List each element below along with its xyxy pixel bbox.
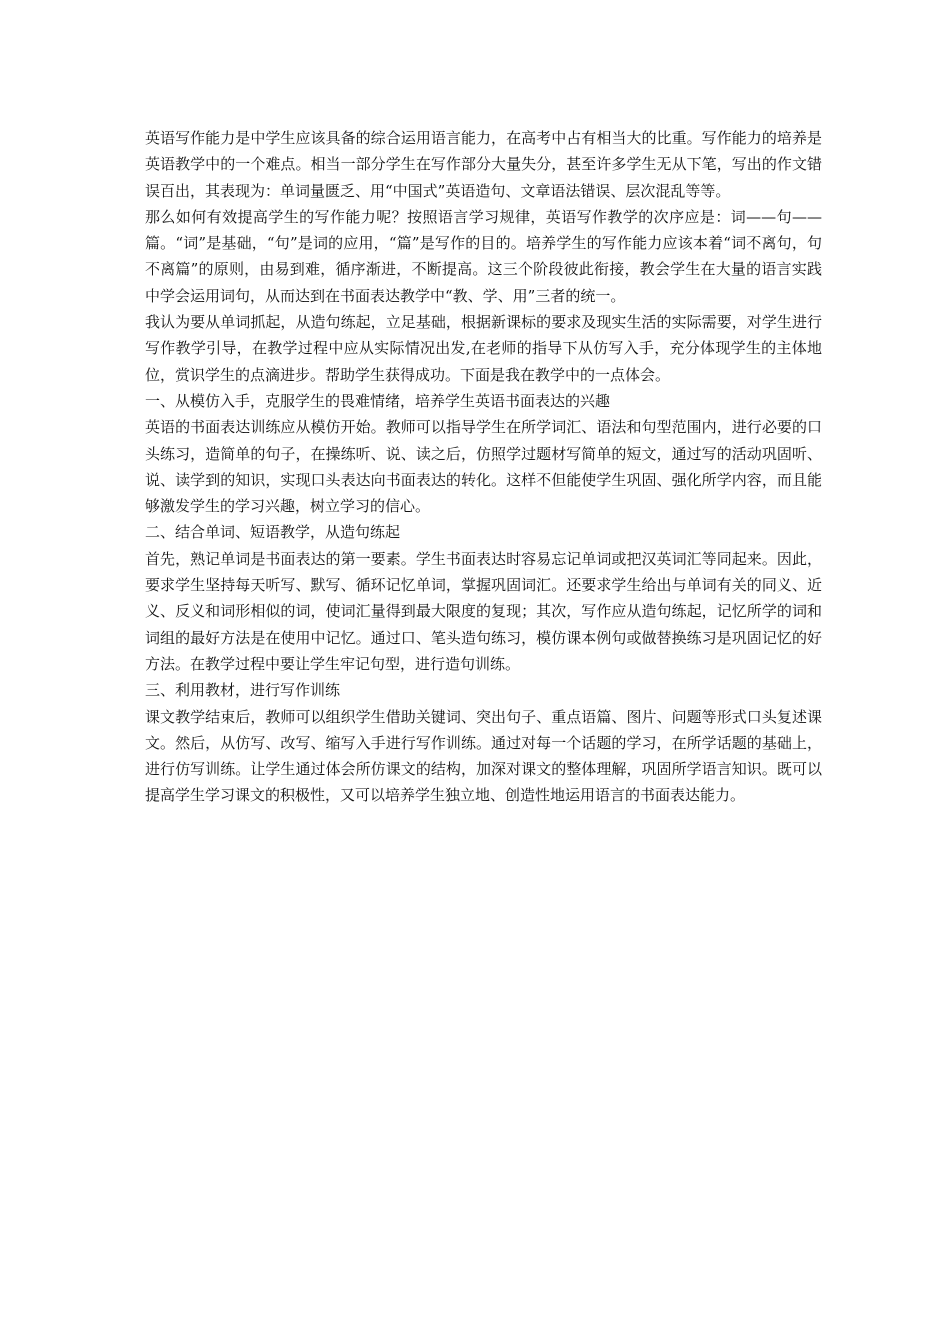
paragraph-method: 那么如何有效提高学生的写作能力呢？按照语言学习规律，英语写作教学的次序应是：词——句——篇。“词”是基础，“句”是词的应用，“篇”是写作的目的。培养学生的写作能力应该本着“词不离句，句不离篇”的原则，由易到难，循序渐进，不断提高。这三个阶段彼此衔接，教会学生在大量的语言实践中学会运用词句，从而达到在书面表达教学中“教、学、用”三者的统一。 — [145, 207, 822, 305]
paragraph-section-2: 首先，熟记单词是书面表达的第一要素。学生书面表达时容易忘记单词或把汉英词汇等同起来。因此，要求学生坚持每天听写、默写、循环记忆单词，掌握巩固词汇。还要求学生给出与单词有关的同义、近义、反义和词形相似的词，使词汇量得到最大限度的复现；其次，写作应从造句练起，记忆所学的词和词组的最好方法是在使用中记忆。通过口、笔头造句练习，模仿课本例句或做替换练习是巩固记忆的好方法。在教学过程中要让学生牢记句型，进行造句训练。 — [145, 549, 822, 673]
paragraph-approach: 我认为要从单词抓起，从造句练起，立足基础，根据新课标的要求及现实生活的实际需要，对学生进行写作教学引导，在教学过程中应从实际情况出发,在老师的指导下从仿写入手，充分体现学生的主体地位，赏识学生的点滴进步。帮助学生获得成功。下面是我在教学中的一点体会。 — [145, 313, 822, 384]
paragraph-intro: 英语写作能力是中学生应该具备的综合运用语言能力，在高考中占有相当大的比重。写作能力的培养是英语教学中的一个难点。相当一部分学生在写作部分大量失分，甚至许多学生无从下笔，写出的作文错误百出，其表现为：单词量匮乏、用“中国式”英语造句、文章语法错误、层次混乱等等。 — [145, 129, 822, 200]
paragraph-section-3: 课文教学结束后，教师可以组织学生借助关键词、突出句子、重点语篇、图片、问题等形式口头复述课文。然后，从仿写、改写、缩写入手进行写作训练。通过对每一个话题的学习，在所学话题的基础上，进行仿写训练。让学生通过体会所仿课文的结构，加深对课文的整体理解，巩固所学语言知识。既可以提高学生学习课文的积极性，又可以培养学生独立地、创造性地运用语言的书面表达能力。 — [145, 707, 822, 805]
section-heading-2: 二、结合单词、短语教学，从造句练起 — [145, 523, 401, 542]
paragraph-section-1: 英语的书面表达训练应从模仿开始。教师可以指导学生在所学词汇、语法和句型范围内，进行必要的口头练习，造简单的句子，在操练听、说、读之后，仿照学过题材写简单的短文，通过写的活动巩固听、说、读学到的知识，实现口头表达向书面表达的转化。这样不但能使学生巩固、强化所学内容，而且能够激发学生的学习兴趣，树立学习的信心。 — [145, 418, 822, 516]
document-body — [145, 125, 822, 809]
section-heading-3: 三、利用教材，进行写作训练 — [145, 681, 341, 700]
section-heading-1: 一、从模仿入手，克服学生的畏难情绪，培养学生英语书面表达的兴趣 — [145, 391, 611, 410]
